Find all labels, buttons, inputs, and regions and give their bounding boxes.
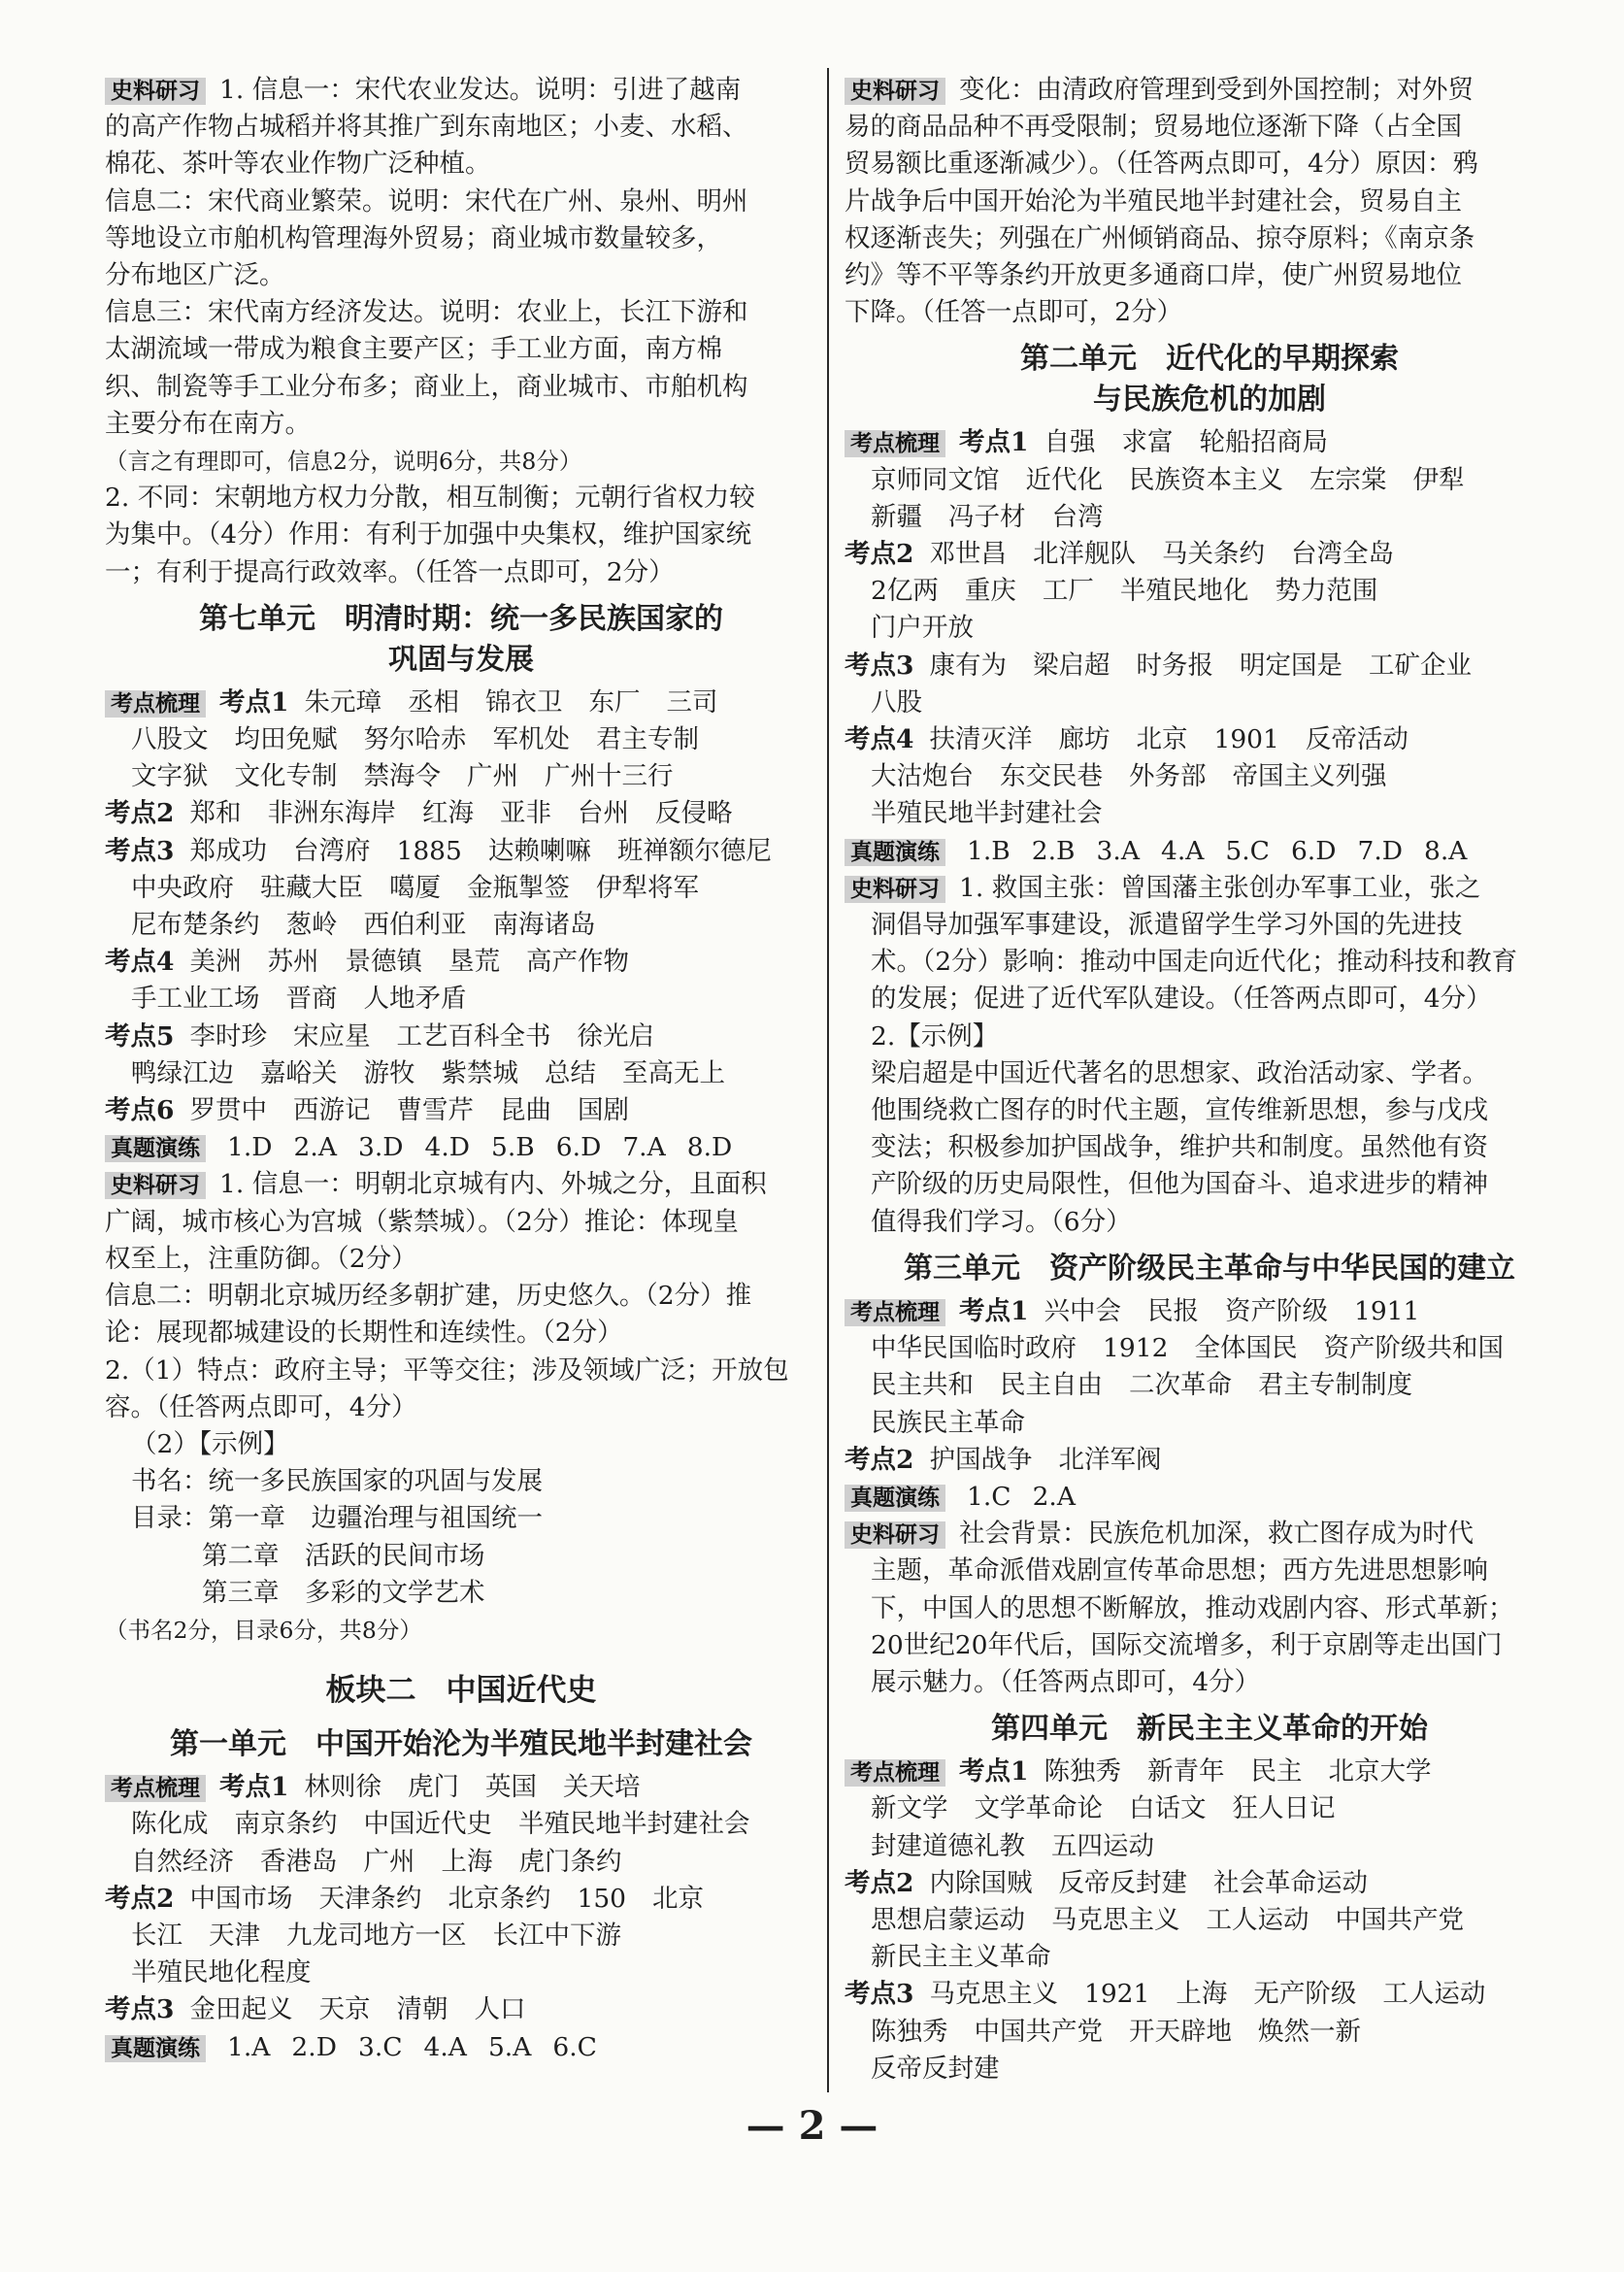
keypoint-label: 考点1	[959, 1295, 1029, 1326]
text-line: 2.【示例】	[871, 1020, 999, 1052]
unit-4-keypoints: 考点梳理 考点1 陈独秀 新青年 民主 北京大学 新文学 文学革命论 白话文 狂人日记 封建道德礼教 五四运动 考点2 内除国贼 反帝反封建 社会革命运动 思想启蒙运动 马克思主义 工人运动 中国共产党 新民主主义革命 考点3 马克思主义 1921 上海 无产阶级 工人运动 陈独秀 中国共产党 开天辟地 焕然一新 反帝反封建	[845, 1756, 1486, 2084]
text-line: 主题，革命派借戏剧宣传革命思想；西方先进思想影响	[871, 1555, 1488, 1587]
text-line: 变法；积极参加护国战争，维护共和制度。虽然他有资	[871, 1132, 1488, 1163]
text-line: 信息三：宋代南方经济发达。说明：农业上，长江下游和	[105, 297, 748, 328]
block-2-title: 板块二 中国近代史	[325, 1673, 597, 1709]
keypoint-label: 考点1	[219, 1772, 289, 1803]
text-line: 20世纪20年代后，国际交流增多，利于京剧等走出国门	[871, 1629, 1503, 1660]
scoring-note: （书名2分，目录6分，共8分）	[105, 1616, 422, 1644]
left-column	[105, 72, 817, 2066]
section-tag: 考点梳理	[845, 430, 945, 457]
text-line: 约》等不平等条约开放更多通商口岸，使广州贸易地位	[845, 260, 1462, 291]
unit-1-keypoints: 考点梳理 考点1 林则徐 虎门 英国 关天培 陈化成 南京条约 中国近代史 半殖民地半封建社会 自然经济 香港岛 广州 上海 虎门条约 考点2 中国市场 天津条约 北京条约 150 北京 长江 天津 九龙司地方一区 长江中下游 半殖民地化程度 考点3 金田起义 天京 清朝 人口 真题演练 1.A 2.D 3.C 4.A 5.A 6.C	[105, 1769, 817, 2066]
section-tag: 真题演练	[105, 2035, 206, 2062]
text-line: 2.（1）特点：政府主导；平等交往；涉及领域广泛；开放包	[105, 1354, 789, 1386]
text-line: 他围绕救亡图存的时代主题，宣传维新思想，参与戊戌	[871, 1095, 1488, 1126]
section-tag: 考点梳理	[105, 1775, 206, 1802]
text-line: 易的商品品种不再受限制；贸易地位逐渐下降（占全国	[845, 112, 1462, 143]
song-analysis-section	[105, 72, 817, 591]
right-column	[845, 72, 1574, 2088]
section-tag: 真题演练	[845, 839, 945, 866]
text-line: 2. 不同：宋朝地方权力分散，相互制衡；元朝行省权力较	[105, 483, 755, 514]
keypoint-label: 考点6	[105, 1095, 175, 1126]
text-line: 下，中国人的思想不断解放，推动戏剧内容、形式革新；	[871, 1592, 1514, 1623]
text-line: 的高产作物占城稻并将其推广到东南地区；小麦、水稻、	[105, 112, 748, 143]
section-tag: 史料研习	[845, 78, 945, 105]
text-line: （2）【示例】	[131, 1428, 289, 1459]
text-line: 产阶级的历史局限性，但他为国奋斗、追求进步的精神	[871, 1169, 1488, 1200]
text-line: 书名：统一多民族国家的巩固与发展	[131, 1466, 543, 1497]
unit-7-title: 第七单元 明清时期：统一多民族国家的 巩固与发展	[199, 601, 723, 677]
section-tag: 考点梳理	[845, 1299, 945, 1326]
answers-row: 真题演练 1.C 2.A	[845, 1479, 1574, 1516]
section-tag: 史料研习	[845, 876, 945, 903]
text-line: 贸易额比重逐渐减少）。（任答两点即可，4分）原因：鸦	[845, 149, 1478, 180]
keypoint-label: 考点3	[105, 835, 175, 866]
text-line: 片战争后中国开始沦为半殖民地半封建社会，贸易自主	[845, 185, 1462, 217]
text-line: 1. 信息一：宋代农业发达。说明：引进了越南	[219, 75, 742, 105]
page-number: — 2 —	[746, 2103, 878, 2149]
keypoint-label: 考点3	[845, 1979, 914, 2010]
column-divider	[827, 68, 829, 2092]
text-line: 论：展现都城建设的长期性和连续性。（2分）	[105, 1318, 623, 1349]
answers-row: 真题演练 1.D 2.A 3.D 4.D 5.B 6.D 7.A 8.D	[105, 1129, 817, 1166]
text-line: 容。（任答两点即可，4分）	[105, 1391, 417, 1422]
keypoint-label: 考点2	[105, 798, 175, 829]
section-tag: 考点梳理	[105, 690, 206, 718]
text-line: 术。（2分）影响：推动中国走向近代化；推动科技和教育	[871, 947, 1518, 978]
keypoint-label: 考点1	[959, 1756, 1029, 1788]
text-line: 分布地区广泛。	[105, 260, 285, 291]
text-line: 洞倡导加强军事建设，派遣留学生学习外国的先进技	[871, 910, 1463, 941]
section-tag: 史料研习	[845, 1521, 945, 1549]
unit-4-title: 第四单元 新民主主义革命的开始	[991, 1712, 1428, 1747]
text-line: 目录：第一章 边疆治理与祖国统一	[131, 1503, 543, 1534]
text-line: 展示魅力。（任答两点即可，4分）	[871, 1666, 1261, 1697]
keypoint-label: 考点5	[105, 1020, 175, 1052]
keypoint-label: 考点2	[845, 1867, 914, 1898]
unit-2-keypoints: 考点梳理 考点1 自强 求富 轮船招商局 京师同文馆 近代化 民族资本主义 左宗棠 伊犁 新疆 冯子材 台湾 考点2 邓世昌 北洋舰队 马关条约 台湾全岛 2亿两 重庆 工厂 半殖民地化 势力范围 门户开放 考点3 康有为 梁启超 时务报 明定国是 工矿企业 八股 考点4 扶清灭洋 廊坊 北京 1901 反帝活动 大沽炮台 东交民巷 外务部 帝国主义列强 半殖民地半封建社会 真题演练 1.B 2.B 3.A 4.A 5.C 6.D 7.D 8.A 史料研习 1. 救国主张：曾国藩主张创办军事工业，张之 洞倡导加强军事建设，派遣留学生学习外国的先进技 术。（2分）影响：推动中国走向近代化；推动科技和教育 的发展；促进了近代军队建设。（任答两点即可，4分） 2.【示例】 梁启超是中国近代著名的思想家、政治活动家、学者。 他围绕救亡图存的时代主题，宣传维新思想，参与戊戌 变法；积极参加护国战争，维护共和制度。虽然他有资 产阶级的历史局限性，但他为国奋斗、追求进步的精神 值得我们学习。（6分）	[845, 424, 1574, 1240]
unit-7-keypoints: 考点梳理 考点1 朱元璋 丞相 锦衣卫 东厂 三司 八股文 均田免赋 努尔哈赤 军机处 君主专制 文字狱 文化专制 禁海令 广州 广州十三行 考点2 郑和 非洲东海岸 红海 亚非 台州 反侵略 考点3 郑成功 台湾府 1885 达赖喇嘛 班禅额尔德尼 中央政府 驻藏大臣 噶厦 金瓶掣签 伊犁将军 尼布楚条约 葱岭 西伯利亚 南海诸岛 考点4 美洲 苏州 景德镇 垦荒 高产作物 手工业工场 晋商 人地矛盾 考点5 李时珍 宋应星 工艺百科全书 徐光启 鸭绿江边 嘉峪关 游牧 紫禁城 总结 至高无上 考点6 罗贯中 西游记 曹雪芹 昆曲 国剧 真题演练 1.D 2.A 3.D 4.D 5.B 6.D 7.A 8.D 史料研习 1. 信息一：明朝北京城有内、外城之分，且面积 广阔，城市核心为宫城（紫禁城）。（2分）推论：体现皇 权至上，注重防御。（2分） 信息二：明朝北京城历经多朝扩建，历史悠久。（2分）推 论：展现都城建设的长期性和连续性。（2分） 2.（1）特点：政府主导；平等交往；涉及领域广泛；开放包 容。（任答两点即可，4分） （2）【示例】 书名：统一多民族国家的巩固与发展 目录：第一章 边疆治理与祖国统一 第二章 活跃的民间市场 第三章 多彩的文学艺术 （书名2分，目录6分，共8分）	[105, 685, 817, 1649]
keypoint-label: 考点2	[845, 1444, 914, 1475]
text-line: 第二章 活跃的民间市场	[202, 1540, 485, 1571]
keypoint-label: 考点2	[105, 1883, 175, 1914]
keypoint-label: 考点1	[219, 686, 289, 718]
guangzhou-trade-section: 史料研习 变化：由清政府管理到受到外国控制；对外贸 易的商品品种不再受限制；贸易地位逐渐下降（占全国 贸易额比重逐渐减少）。（任答两点即可，4分）原因：鸦 片战争后中国开始沦为半殖民地半封建社会，贸易自主 权逐渐丧失；列强在广州倾销商品、掠夺原料；《南京条 约》等不平等条约开放更多通商口岸，使广州贸易地位 下降。（任答一点即可，2分）	[845, 72, 1574, 331]
section-tag: 史料研习	[105, 78, 206, 105]
text-line: 下降。（任答一点即可，2分）	[845, 297, 1183, 328]
text-line: 等地设立市舶机构管理海外贸易；商业城市数量较多，	[105, 222, 722, 253]
text-line: 主要分布在南方。	[105, 408, 311, 439]
text-line: 梁启超是中国近代著名的思想家、政治活动家、学者。	[871, 1057, 1488, 1088]
unit-1-title: 第一单元 中国开始沦为半殖民地半封建社会	[170, 1727, 752, 1762]
keypoint-label: 考点3	[845, 650, 914, 681]
unit-3-title: 第三单元 资产阶级民主革命与中华民国的建立	[904, 1251, 1515, 1286]
section-tag: 史料研习	[105, 1172, 206, 1199]
text-line: 信息二：明朝北京城历经多朝扩建，历史悠久。（2分）推	[105, 1281, 752, 1312]
answers-row: 真题演练 1.B 2.B 3.A 4.A 5.C 6.D 7.D 8.A	[845, 833, 1574, 870]
answers-row: 真题演练 1.A 2.D 3.C 4.A 5.A 6.C	[105, 2029, 817, 2066]
text-line: 广阔，城市核心为宫城（紫禁城）。（2分）推论：体现皇	[105, 1206, 739, 1237]
text-line: 为集中。（4分）作用：有利于加强中央集权，维护国家统	[105, 519, 752, 551]
keypoint-label: 考点2	[845, 539, 914, 570]
text-line: 棉花、茶叶等农业作物广泛种植。	[105, 149, 491, 180]
text-line: 权逐渐丧失；列强在广州倾销商品、掠夺原料；《南京条	[845, 222, 1475, 253]
keypoint-label: 考点1	[959, 427, 1029, 458]
text-line: 值得我们学习。（6分）	[871, 1206, 1132, 1237]
text-line: 权至上，注重防御。（2分）	[105, 1243, 417, 1274]
scoring-note: （言之有理即可，信息2分，说明6分，共8分）	[105, 448, 582, 476]
text-line: 织、制瓷等手工业分布多；商业上，商业城市、市舶机构	[105, 371, 748, 402]
text-line: 太湖流域一带成为粮食主要产区；手工业方面，南方棉	[105, 334, 722, 365]
text-line: 信息二：宋代商业繁荣。说明：宋代在广州、泉州、明州	[105, 185, 748, 217]
section-tag: 真题演练	[105, 1135, 206, 1162]
unit-2-title: 第二单元 近代化的早期探索 与民族危机的加剧	[1020, 342, 1399, 418]
keypoint-label: 考点3	[105, 1994, 175, 2025]
unit-3-keypoints: 考点梳理 考点1 兴中会 民报 资产阶级 1911 中华民国临时政府 1912 全体国民 资产阶级共和国 民主共和 民主自由 二次革命 君主专制制度 民族民主革命 考点2 护国战争 北洋军阀 真题演练 1.C 2.A 史料研习 社会背景：民族危机加深，救亡图存成为时代 主题，革命派借戏剧宣传革命思想；西方先进思想影响 下，中国人的思想不断解放，推动戏剧内容、形式革新； 20世纪20年代后，国际交流增多，利于京剧等走出国门 展示魅力。（任答两点即可，4分）	[845, 1293, 1574, 1701]
text-line: 的发展；促进了近代军队建设。（任答两点即可，4分）	[871, 984, 1492, 1015]
section-tag: 真题演练	[845, 1485, 945, 1512]
keypoint-label: 考点4	[845, 724, 914, 755]
text-line: 一；有利于提高行政效率。（任答一点即可，2分）	[105, 556, 675, 587]
section-tag: 考点梳理	[845, 1759, 945, 1787]
text-line: 第三章 多彩的文学艺术	[202, 1577, 485, 1608]
keypoint-label: 考点4	[105, 947, 175, 978]
